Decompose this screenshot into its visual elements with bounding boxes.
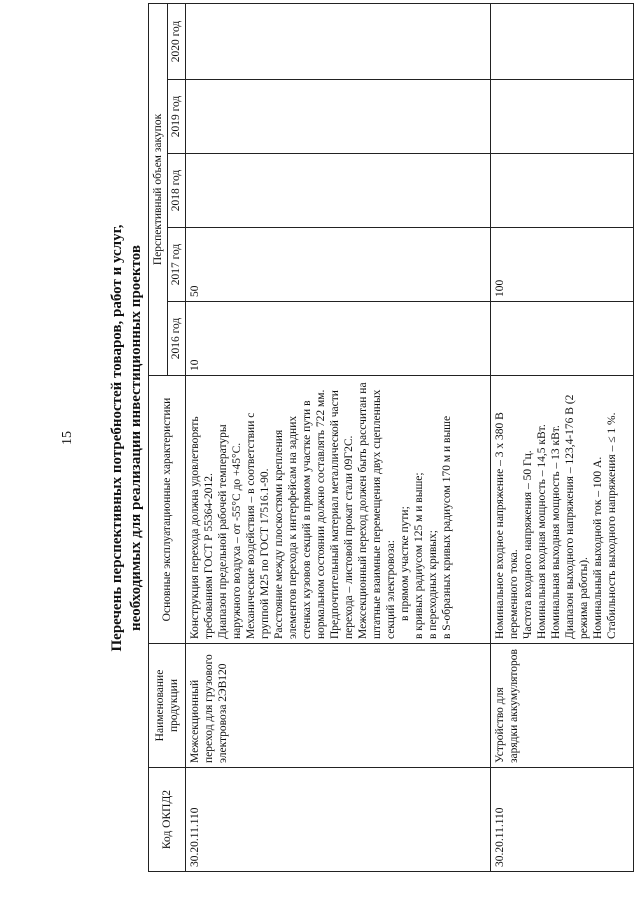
page-number: 15 [60,431,75,445]
characteristic-line: Предпочтительный материал металлической части перехода – листовой прокат стали 09Г2С. [329,390,355,639]
characteristic-line: Межсекционный переход должен быть рассчитан на штатные взаимные перемещения двух сцепленных секций электровоза: [357,382,397,639]
cell-volume [186,154,491,228]
page-title [108,0,146,878]
cell-name: Межсекционный переход для грузового электровоза 2ЭВ120 [186,644,491,768]
rotated-sheet [48,0,618,878]
characteristic-line: в S-образных кривых радиусом 170 м и выше [441,415,453,639]
characteristic-line: Частота входного напряжения – 50 Гц. [522,450,534,639]
header-code: Код ОКПД2 [149,768,186,872]
cell-volume [491,80,634,154]
header-year: 2017 год [168,228,186,302]
header-year: 2019 год [168,80,186,154]
characteristic-line: в кривых радиусом 125 м и выше; [413,472,425,639]
cell-characteristics [491,376,634,644]
cell-volume: 100 [491,228,634,302]
title-line-1: Перечень перспективных потребностей товаров, работ и услуг, [109,224,125,652]
cell-volume [186,80,491,154]
header-year: 2020 год [168,4,186,80]
cell-volume [186,4,491,80]
cell-code: 30.20.11.110 [491,768,634,872]
cell-volume [491,4,634,80]
products-table [148,3,634,872]
cell-characteristics [186,376,491,644]
cell-volume [491,154,634,228]
cell-volume [491,302,634,376]
characteristic-line: Номинальное входное напряжение – 3 х 380 В переменного тока. [494,412,520,639]
characteristic-line: Расстояние между плоскостями крепления элементов перехода к интерфейсам на задних стенках кузовов секций в прямом участке пути в нормальном состоянии должно составлять 722 мм. [273,389,327,639]
characteristic-line: Номинальный выходной ток – 100 А. [592,456,604,639]
characteristic-line: Номинальная выходная мощность – 13 кВт. [550,425,562,639]
header-characteristics: Основные эксплуатационные характеристики [149,376,186,644]
title-line-2: необходимых для реализации инвестиционных проектов [128,245,144,632]
header-volume: Перспективный объем закупок [149,4,168,376]
header-name: Наименование продукции [149,644,186,768]
characteristic-line: Диапазон выходного напряжения – 123,4-176 В (2 режима работы). [564,394,590,639]
characteristic-line: в прямом участке пути; [399,506,411,621]
characteristic-line: в переходных кривых; [427,530,439,639]
characteristic-line: Номинальная входная мощность – 14,5 кВт. [536,424,548,639]
characteristic-line: Конструкция перехода должна удовлетворять требованиям ГОСТ Р 55364-2012. [189,416,215,639]
table-row [186,4,491,872]
cell-name: Устройство для зарядки аккумуляторов [491,644,634,768]
cell-volume: 50 [186,228,491,302]
cell-volume: 10 [186,302,491,376]
cell-code: 30.20.11.110 [186,768,491,872]
characteristic-line: Механические воздействия – в соответствии с группой М25 по ГОСТ 17516.1-90. [245,412,271,639]
header-year: 2016 год [168,302,186,376]
characteristic-line: Стабильность выходного напряжения – ≤ 1 %. [606,412,618,639]
header-row [149,4,168,872]
characteristic-line: Диапазон предельной рабочей температуры наружного воздуха – от -55°С до +45°С. [217,424,243,639]
table-row [491,4,634,872]
header-year: 2018 год [168,154,186,228]
